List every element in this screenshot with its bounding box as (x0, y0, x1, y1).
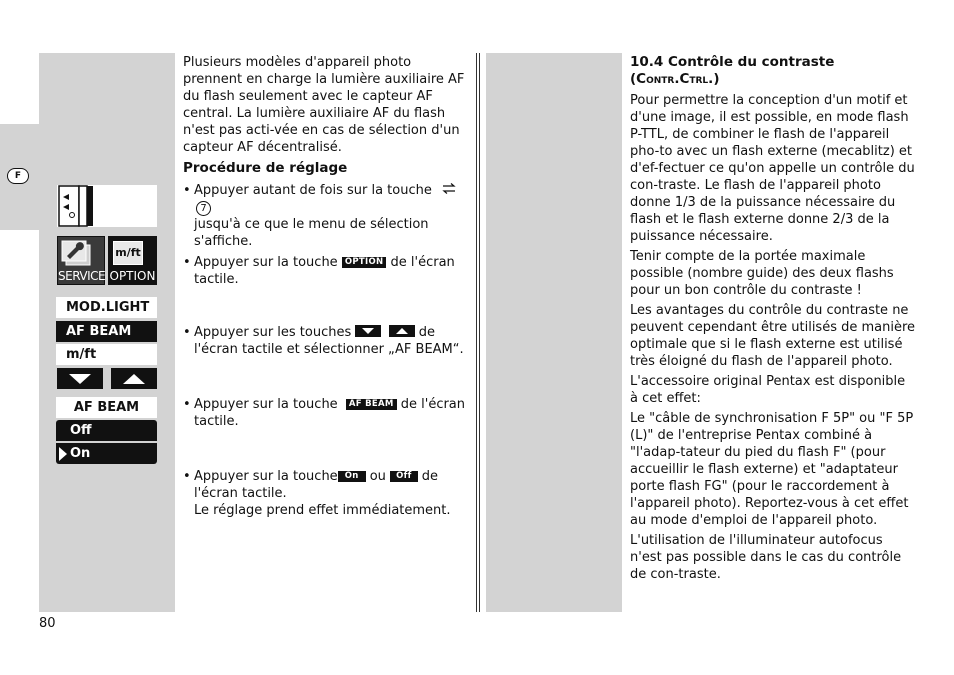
section-heading: 10.4 Contrôle du contraste (Contr.Ctrl.) (630, 54, 835, 87)
triangle-up-icon (111, 368, 157, 389)
off-key: Off (390, 471, 418, 482)
up-arrow-button[interactable] (111, 368, 157, 389)
af-beam-title: AF BEAM (56, 397, 157, 418)
down-key-icon (355, 325, 381, 337)
paragraph-6: L'utilisation de l'illuminateur autofocus n'est pas possible dans le cas du contrôle de con-traste. (630, 533, 902, 582)
on-key: On (338, 471, 366, 482)
paragraph-3: Les avantages du contrôle du contraste ne peuvent cependant être utilisés de manière optimale que si le flash externe est utilisé très éloigné du flash de l'appareil photo. (630, 303, 916, 369)
selected-pointer-icon (59, 447, 67, 461)
step-3: • Appuyer sur les touches de l'écran tactile et sélectionner „AF BEAM“. (183, 324, 468, 358)
paragraph-2: Tenir compte de la portée maximale possible (nombre guide) des deux flashs pour un bon contrôle du contraste ! (630, 249, 894, 298)
paragraph-5: Le "câble de synchronisation F 5P" ou "F 5P (L)" de l'entreprise Pentax combiné à "l'adap-tateur du pied du flash F" (pour accueillir le flash externe) et "adaptateur porte flash FG" (pour le raccordement à l'appareil photo). Reportez-vous à cet effet au mode d'emploi de l'appareil photo. (630, 411, 914, 528)
service-icon-button[interactable]: SERVICE (57, 236, 105, 285)
af-beam-key: AF BEAM (346, 399, 397, 410)
wrench-icon (58, 239, 104, 269)
paragraph-1: Pour permettre la conception d'un motif et d'une image, il est possible, en mode flash P-TTL, de combiner le flash de l'appareil pho-to avec un flash externe (mecablitz) et d'ef-fectuer ce qu'on appelle un contrôle du con-traste. Le flash de l'appareil photo donne 1/3 de la puissance nécessaire du flash et le flash externe donne 2/3 de la puissance nécessaire. (630, 93, 915, 244)
column-divider-right (479, 53, 480, 612)
intro-paragraph: Plusieurs modèles d'appareil photo prennent en charge la lumière auxiliaire AF du flash seulement avec le capteur AF central. La lumière auxiliaire AF du flash n'est pas acti-vée en cas de sélection d'un capteur AF décentralisé. (183, 55, 465, 155)
step-number-circle: 7 (196, 201, 211, 216)
left-text-column (183, 54, 468, 519)
language-tab-badge: F (7, 168, 29, 184)
menu-item-mft[interactable]: m/ft (56, 344, 157, 365)
af-beam-option-on[interactable]: On (56, 443, 157, 464)
step-1: • Appuyer autant de fois sur la touche 7 jusqu'à ce que le menu de sélection s'affiche. (183, 182, 468, 250)
column-divider-left (476, 53, 477, 612)
option-key: OPTION (342, 257, 387, 268)
triangle-down-icon (57, 368, 103, 389)
paragraph-4: L'accessoire original Pentax est disponible à cet effet: (630, 374, 906, 406)
af-beam-option-off[interactable]: Off (56, 420, 157, 441)
option-icon-button[interactable]: m/ft OPTION (108, 236, 157, 285)
step-5: • Appuyer sur la touche On ou Off de l'écran tactile. Le réglage prend effet immédiatement. (183, 468, 468, 519)
step-2: • Appuyer sur la touche OPTION de l'écran tactile. (183, 254, 468, 288)
page-number: 80 (39, 616, 56, 631)
option-mft-icon: m/ft (113, 241, 143, 265)
menu-item-af-beam[interactable]: AF BEAM (56, 321, 157, 342)
swap-arrows-icon (442, 182, 456, 199)
flash-unit-illustration (57, 185, 157, 227)
right-text-column (630, 54, 916, 586)
menu-item-mod-light[interactable]: MOD.LIGHT (56, 297, 157, 318)
flash-unit-icon (57, 185, 157, 227)
step-4: • Appuyer sur la touche AF BEAM de l'écran tactile. (183, 396, 468, 430)
up-key-icon (389, 325, 415, 337)
right-gray-band (486, 53, 622, 612)
procedure-heading: Procédure de réglage (183, 160, 348, 176)
down-arrow-button[interactable] (57, 368, 103, 389)
